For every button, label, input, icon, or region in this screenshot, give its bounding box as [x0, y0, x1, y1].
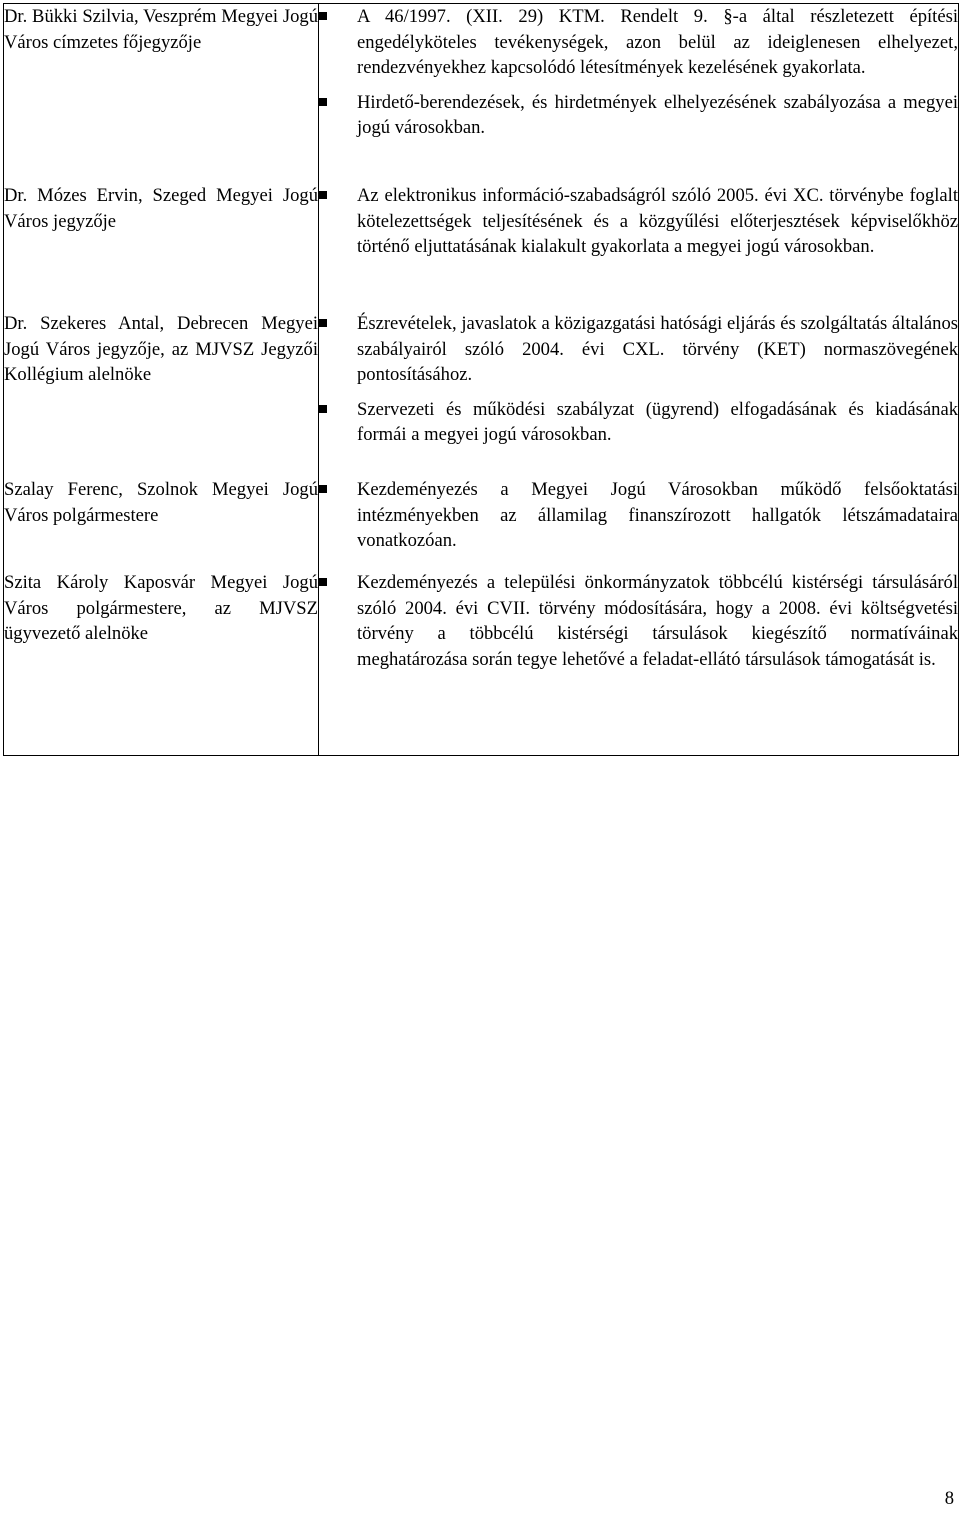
person-entry: Dr. Szekeres Antal, Debrecen Megyei Jogú Város jegyzője, az MJVSZ Jegyzői Kollégium alelnöke	[4, 313, 318, 386]
topic-text: Kezdeményezés a Megyei Jogú Városokban működő felsőoktatási intézményekben az államilag finanszírozott hallgatók létszámadataira vonatkozóan.	[357, 479, 958, 552]
square-bullet-icon	[319, 485, 327, 493]
topic-text: Észrevételek, javaslatok a közigazgatási hatósági eljárás és szolgáltatás általános szabályairól szóló 2004. évi CXL. törvény (KET) normaszövegének pontosításához.	[357, 313, 958, 386]
topic-group	[319, 183, 958, 311]
table-row	[4, 4, 959, 756]
topic-text: Kezdeményezés a települési önkormányzatok többcélú kistérségi társulásáról szóló 2004. évi CVII. törvény módosítására, hogy a 2008. évi költségvetési törvény a többcélú kistérségi társulások kiegészítő normatíváinak meghatározása során tegye lehetővé a feladat-ellátó társulások támogatását is.	[357, 572, 958, 670]
topic-item	[319, 183, 958, 260]
topic-group	[319, 570, 958, 672]
square-bullet-icon	[319, 405, 327, 413]
topic-text: Szervezeti és működési szabályzat (ügyrend) elfogadásának és kiadásának formái a megyei jogú városokban.	[357, 398, 958, 446]
square-bullet-icon	[319, 191, 327, 199]
person-entry: Dr. Bükki Szilvia, Veszprém Megyei Jogú Város címzetes főjegyzője	[4, 6, 318, 53]
topic-item	[319, 477, 958, 554]
topic-group	[319, 477, 958, 570]
topic-item	[319, 570, 958, 672]
topics-column	[319, 4, 959, 756]
topic-text: A 46/1997. (XII. 29) KTM. Rendelt 9. §-a által részletezett építési engedélyköteles tevékenységek, azon belül az ideiglenesen elhelyezet, rendezvényekhez kapcsolódó létesítmények kezelésének gyakorlata.	[357, 6, 958, 79]
topic-item	[319, 90, 958, 141]
person-entry: Szalay Ferenc, Szolnok Megyei Jogú Város polgármestere	[4, 479, 318, 526]
topic-group	[319, 4, 958, 183]
topic-item	[319, 311, 958, 388]
square-bullet-icon	[319, 98, 327, 106]
topic-group	[319, 311, 958, 477]
topic-item	[319, 4, 958, 81]
people-column	[4, 4, 319, 756]
person-entry: Szita Károly Kaposvár Megyei Jogú Város polgármestere, az MJVSZ ügyvezető alelnöke	[4, 572, 318, 645]
square-bullet-icon	[319, 578, 327, 586]
topic-text: Hirdető-berendezések, és hirdetmények elhelyezésének szabályozása a megyei jogú városokban.	[357, 91, 958, 139]
topic-item	[319, 397, 958, 448]
topic-text: Az elektronikus információ-szabadságról szóló 2005. évi XC. törvénybe foglalt kötelezettségek teljesítésének és a közgyűlési előterjesztések képviselőkhöz történő eljuttatásának kialakult gyakorlata a megyei jogú városokban.	[357, 185, 958, 258]
person-entry: Dr. Mózes Ervin, Szeged Megyei Jogú Város jegyzője	[4, 185, 318, 232]
square-bullet-icon	[319, 12, 327, 20]
members-topics-table	[3, 3, 959, 756]
page-number: 8	[944, 1488, 954, 1509]
square-bullet-icon	[319, 319, 327, 327]
